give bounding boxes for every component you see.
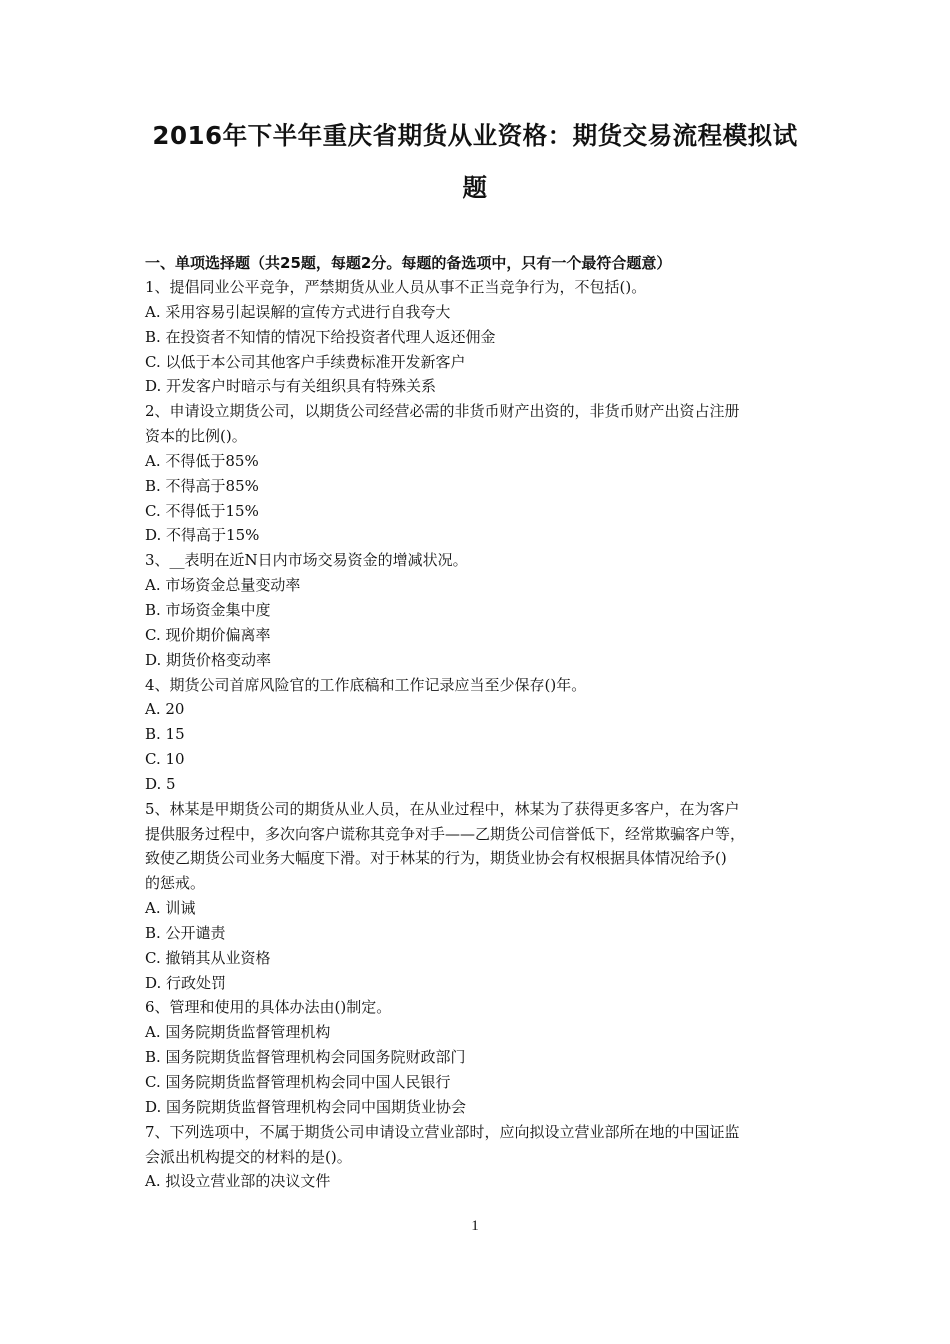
text-line: 的惩戒。 bbox=[145, 874, 206, 893]
text-line: C. 不得低于15% bbox=[145, 501, 259, 520]
document-title-line-2: 题 bbox=[462, 173, 488, 202]
text-line: B. 公开谴责 bbox=[145, 923, 226, 942]
section-heading: 一、单项选择题（共25题，每题2分。每题的备选项中，只有一个最符合题意） bbox=[145, 254, 672, 272]
text-line: D. 期货价格变动率 bbox=[145, 650, 272, 669]
text-line: C. 撤销其从业资格 bbox=[145, 948, 271, 967]
text-line: 资本的比例()。 bbox=[145, 427, 247, 446]
text-line: C. 10 bbox=[145, 750, 185, 769]
text-line: 3、__表明在近N日内市场交易资金的增减状况。 bbox=[145, 551, 468, 570]
text-line: 6、管理和使用的具体办法由()制定。 bbox=[145, 998, 392, 1017]
text-line: 提供服务过程中，多次向客户谎称其竞争对手——乙期货公司信誉低下，经常欺骗客户等， bbox=[145, 824, 746, 843]
text-line: 2、申请设立期货公司，以期货公司经营必需的非货币财产出资的，非货币财产出资占注册 bbox=[145, 402, 740, 421]
text-line: D. 国务院期货监督管理机构会同中国期货业协会 bbox=[145, 1097, 467, 1116]
text-line: B. 市场资金集中度 bbox=[145, 600, 271, 619]
text-line: B. 在投资者不知情的情况下给投资者代理人返还佣金 bbox=[145, 327, 496, 346]
page-number: 1 bbox=[471, 1218, 479, 1234]
text-line: A. 拟设立营业部的决议文件 bbox=[145, 1172, 331, 1191]
text-line: A. 国务院期货监督管理机构 bbox=[145, 1023, 331, 1042]
text-line: A. 采用容易引起误解的宣传方式进行自我夸大 bbox=[145, 302, 451, 321]
text-line: 致使乙期货公司业务大幅度下滑。对于林某的行为，期货业协会有权根据具体情况给予() bbox=[145, 849, 727, 868]
text-line: B. 不得高于85% bbox=[145, 476, 259, 495]
text-line: 7、下列选项中，不属于期货公司申请设立营业部时，应向拟设立营业部所在地的中国证监 bbox=[145, 1122, 740, 1141]
document-title-line-1: 2016年下半年重庆省期货从业资格：期货交易流程模拟试 bbox=[152, 121, 798, 150]
text-line: 5、林某是甲期货公司的期货从业人员，在从业过程中，林某为了获得更多客户，在为客户 bbox=[145, 799, 740, 818]
question-body bbox=[145, 275, 813, 1194]
text-line: C. 国务院期货监督管理机构会同中国人民银行 bbox=[145, 1073, 451, 1091]
text-line: A. 20 bbox=[145, 700, 185, 719]
text-line: B. 国务院期货监督管理机构会同国务院财政部门 bbox=[145, 1048, 466, 1067]
text-line: 1、提倡同业公平竞争，严禁期货从业人员从事不正当竞争行为，不包括()。 bbox=[145, 278, 647, 296]
text-line: C. 以低于本公司其他客户手续费标准开发新客户 bbox=[145, 352, 466, 371]
text-line: 4、期货公司首席风险官的工作底稿和工作记录应当至少保存()年。 bbox=[145, 675, 587, 694]
text-line: A. 市场资金总量变动率 bbox=[145, 576, 301, 595]
text-line: B. 15 bbox=[145, 725, 185, 744]
text-line: D. 开发客户时暗示与有关组织具有特殊关系 bbox=[145, 377, 437, 396]
text-line: A. 不得低于85% bbox=[145, 451, 259, 470]
text-line: A. 训诫 bbox=[145, 899, 196, 918]
text-line: D. 不得高于15% bbox=[145, 526, 260, 545]
text-line: D. 5 bbox=[145, 774, 176, 793]
text-line: C. 现价期价偏离率 bbox=[145, 625, 271, 644]
text-line: 会派出机构提交的材料的是()。 bbox=[145, 1147, 352, 1166]
text-line: D. 行政处罚 bbox=[145, 973, 227, 992]
